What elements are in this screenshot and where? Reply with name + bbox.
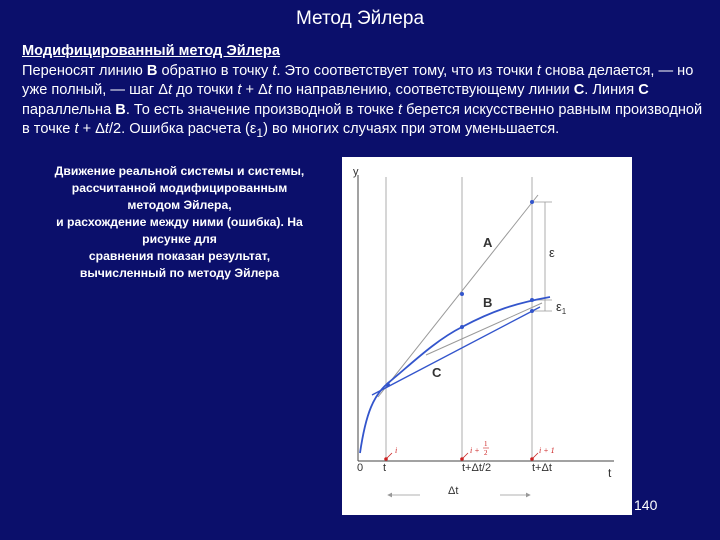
index-half-denominator: 2 xyxy=(484,449,488,457)
figure-caption xyxy=(22,163,337,282)
line-a xyxy=(378,195,538,397)
index-next-label: i + 1 xyxy=(539,446,555,455)
euler-diagram xyxy=(342,157,632,515)
origin-label: 0 xyxy=(357,462,364,474)
body-text xyxy=(22,42,712,143)
line-c-label: C xyxy=(432,365,442,380)
point xyxy=(530,298,534,302)
page-number: 140 xyxy=(634,497,658,513)
tick-half-label: t+Δt/2 xyxy=(462,462,492,474)
euler-figure xyxy=(342,157,632,515)
line-b-label: B xyxy=(483,295,493,310)
caption-line: вычисленный по методу Эйлера xyxy=(79,266,280,280)
point xyxy=(530,309,534,313)
epsilon1-label: $\varepsilon_1$ xyxy=(556,299,567,316)
delta-t-label: Δt xyxy=(448,485,459,497)
caption-line: рисунке для xyxy=(142,232,217,246)
index-i-label: i xyxy=(395,446,398,455)
caption-line: сравнения показан результат, xyxy=(88,249,271,263)
point xyxy=(386,383,390,387)
t-axis-label: t xyxy=(608,466,612,480)
actual-curve xyxy=(360,297,550,453)
point xyxy=(460,325,464,329)
line-b xyxy=(426,303,542,355)
caption-line: Движение реальной системы и системы, xyxy=(54,164,305,178)
body-paragraph: Переносят линию B обратно в точку t. Это соответствует тому, что из точки t снова делается, — но уже полный, — шаг Δt до точки t + Δt по направлению, соответствующему линии C. Линия C параллельна B. То есть значение производной в точке t берется искусственно равным производной в точке t + Δt/2. Ошибка расчета $(\varepsilon_1)$ во многих случаях при этом уменьшается. xyxy=(22,62,703,140)
point xyxy=(530,200,534,204)
epsilon-label: ε xyxy=(549,245,555,260)
line-a-label: A xyxy=(483,235,493,250)
caption-line: и расхождение между ними (ошибка). На xyxy=(56,215,303,229)
point xyxy=(460,292,464,296)
index-half-label: i + xyxy=(470,446,480,455)
index-half-numerator: 1 xyxy=(484,440,488,448)
y-axis-label: y xyxy=(353,166,359,178)
section-heading: Модифицированный метод Эйлера xyxy=(22,43,280,59)
caption-line: методом Эйлера, xyxy=(127,198,232,212)
tick-full-label: t+Δt xyxy=(532,462,552,474)
slide-title: Метод Эйлера xyxy=(295,8,425,29)
tick-t-label: t xyxy=(383,462,387,474)
line-c xyxy=(372,307,540,395)
caption-line: рассчитанной модифицированным xyxy=(71,181,288,195)
